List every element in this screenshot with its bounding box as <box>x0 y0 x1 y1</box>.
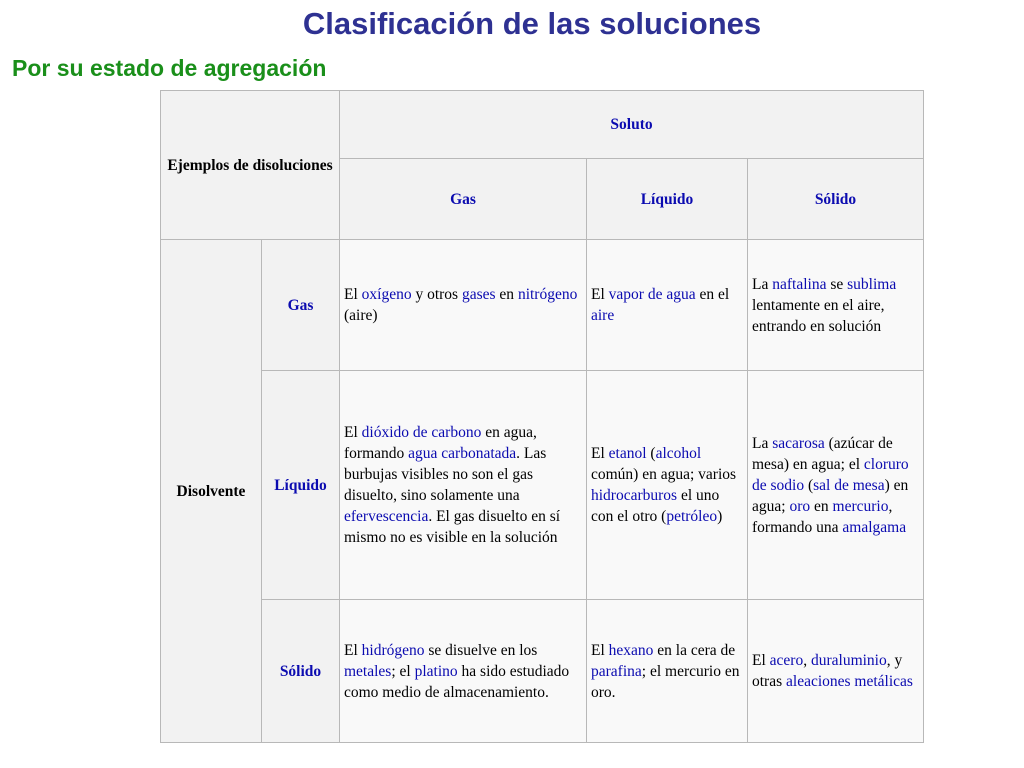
cell-text: . Las burbujas visibles no son el gas disuelto, sino solamente una <box>344 445 547 504</box>
cell-text: en el <box>695 286 730 303</box>
term-link[interactable]: alcohol <box>655 445 702 462</box>
cell-text: El <box>591 286 609 303</box>
term-link[interactable]: aleaciones metálicas <box>786 673 913 690</box>
cell-gas-solido <box>748 240 924 371</box>
cell-text: ha sido estudiado como medio de almacenamiento. <box>344 662 570 701</box>
corner-header: Ejemplos de disoluciones <box>161 91 340 240</box>
solute-col-solido: Sólido <box>748 159 924 240</box>
slide-subtitle: Por su estado de agregación <box>12 55 327 81</box>
term-link[interactable]: nitrógeno <box>517 286 578 303</box>
cell-text: , y otras <box>752 652 903 690</box>
term-link[interactable]: sublima <box>847 275 897 293</box>
cell-gas-gas <box>340 240 587 371</box>
term-link[interactable]: sacarosa <box>772 434 825 452</box>
cell-text: El <box>344 286 362 303</box>
term-link[interactable]: petróleo <box>666 508 718 525</box>
cell-text: el uno con el otro ( <box>591 487 720 525</box>
solute-col-liquido: Líquido <box>587 159 748 240</box>
table-row <box>161 600 924 743</box>
cell-text: , formando una <box>752 497 893 536</box>
cell-text: El <box>591 641 609 659</box>
cell-liquido-liquido <box>587 371 748 600</box>
term-link[interactable]: hexano <box>608 641 654 659</box>
cell-text: , <box>803 652 811 669</box>
cell-text: (azúcar de mesa) en agua; el <box>752 434 893 473</box>
cell-text: en la cera de <box>653 641 736 659</box>
term-link[interactable]: metales <box>344 662 392 680</box>
solvent-row-solido: Sólido <box>262 600 340 743</box>
cell-text: El <box>344 424 362 441</box>
term-link[interactable]: hidrógeno <box>361 641 425 659</box>
cell-text: en <box>810 497 833 515</box>
term-link[interactable]: aire <box>591 307 615 324</box>
term-link[interactable]: efervescencia <box>344 508 429 525</box>
cell-text: ( <box>646 445 656 462</box>
cell-liquido-solido <box>748 371 924 600</box>
cell-text: se <box>826 275 848 293</box>
cell-solido-solido <box>748 600 924 743</box>
slide-title: Clasificación de las soluciones <box>302 6 762 41</box>
cell-text: La <box>752 434 773 452</box>
cell-text: ) <box>717 508 723 525</box>
cell-text: lentamente en el aire, entrando en solución <box>752 296 885 335</box>
cell-text: ; el <box>391 662 415 680</box>
term-link[interactable]: mercurio <box>832 497 889 515</box>
soluto-header: Soluto <box>340 91 924 159</box>
term-link[interactable]: oxígeno <box>361 286 412 303</box>
cell-text: ; el mercurio en oro. <box>591 662 740 701</box>
cell-text: El <box>344 641 362 659</box>
solvent-row-liquido: Líquido <box>262 371 340 600</box>
cell-solido-gas <box>340 600 587 743</box>
cell-text: común) en agua; varios <box>591 466 737 483</box>
term-link[interactable]: gases <box>461 286 496 303</box>
term-link[interactable]: parafina <box>591 662 642 680</box>
solvent-row-gas: Gas <box>262 240 340 371</box>
term-link[interactable]: duraluminio <box>810 652 887 669</box>
term-link[interactable]: naftalina <box>772 275 827 293</box>
cell-gas-liquido <box>587 240 748 371</box>
term-link[interactable]: sal de mesa <box>813 476 885 494</box>
disolvente-header: Disolvente <box>161 240 262 743</box>
term-link[interactable]: hidrocarburos <box>591 487 678 504</box>
table-row <box>161 371 924 600</box>
cell-text: ) en agua; <box>752 476 909 515</box>
table-row <box>161 240 924 371</box>
term-link[interactable]: platino <box>414 662 458 680</box>
cell-liquido-gas <box>340 371 587 600</box>
term-link[interactable]: amalgama <box>842 518 907 536</box>
cell-text: El <box>591 445 609 462</box>
cell-text: en agua, formando <box>344 424 537 462</box>
cell-text: ( <box>804 476 814 494</box>
cell-solido-liquido <box>587 600 748 743</box>
cell-text: y otros <box>411 286 462 303</box>
solutions-table <box>160 90 924 743</box>
term-link[interactable]: agua carbonatada <box>408 445 517 462</box>
term-link[interactable]: vapor de agua <box>608 286 696 303</box>
cell-text: (aire) <box>344 307 378 324</box>
term-link[interactable]: acero <box>769 652 804 669</box>
cell-text: se disuelve en los <box>424 641 538 659</box>
cell-text: . El gas disuelto en sí mismo no es visible en la solución <box>344 508 561 546</box>
term-link[interactable]: dióxido de carbono <box>361 424 482 441</box>
term-link[interactable]: cloruro de sodio <box>752 455 909 494</box>
cell-text: El <box>752 652 770 669</box>
term-link[interactable]: etanol <box>608 445 647 462</box>
cell-text: La <box>752 275 773 293</box>
cell-text: en <box>495 286 518 303</box>
solute-col-gas: Gas <box>340 159 587 240</box>
term-link[interactable]: oro <box>789 497 811 515</box>
